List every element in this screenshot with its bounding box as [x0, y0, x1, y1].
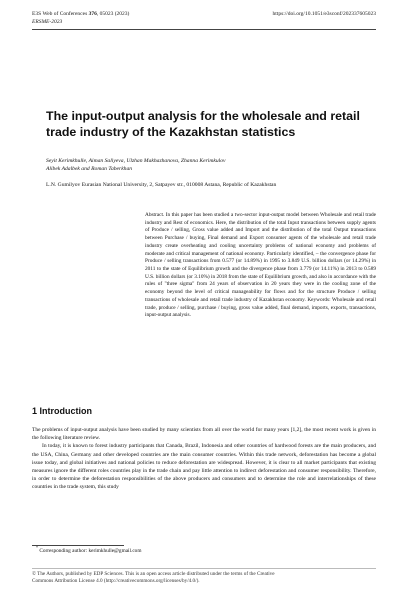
license-line-2: Commons Attribution License 4.0 (http://creativecommons.org/licenses/by/4.0/).: [32, 578, 200, 585]
author-line-1: Seyit Kerimkhulle, Aiman Saliyeva, Ulzhan Makhazhanova, Zhanna Kerimkulov: [46, 158, 226, 164]
footnote: [36, 545, 142, 554]
license-footer: [32, 571, 376, 585]
paragraph-1: The problems of input-output analysis have been studied by many scientists from all over the world for many years [1,2], the most recent work is given in the following literature review.: [32, 427, 376, 442]
footer-divider: [32, 568, 376, 569]
paragraph-2: In today, it is known to forest industry participants that Canada, Brazil, Indonesia and other countries of hardwood forests are the main producers, and the USA, China, Germany and other developed countries are the main consumer countries. Within this trade network, deforestation has become a global issue today, and global initiatives and national policies to reduce deforestation are widespread. However, it is clear to all market participants that existing measures ignore the different roles countries play in the trade chain and pay little attention to indirect deforestation and consumer responsibility. Therefore, in order to determine the deforestation responsibilities of the above producers and consumers and to determine the role and interrelationships of these countries in the trade system, this study: [32, 443, 376, 491]
journal-citation: [32, 11, 129, 18]
asterisk-icon: *: [36, 545, 38, 551]
author-line-2: Alibek Adalbek and Roman Taberkhan: [46, 166, 133, 172]
body-text: [32, 426, 376, 492]
author-list: [46, 157, 376, 173]
conference-name: ERSME-2023: [32, 19, 63, 25]
paper-title: The input-output analysis for the wholesale and retail trade industry of the Kazakhstan statistics: [46, 109, 360, 139]
doi-link[interactable]: https://doi.org/10.1051/e3sconf/202337605023: [272, 11, 376, 17]
journal-volume: 376: [88, 11, 97, 17]
section-heading: 1 Introduction: [32, 406, 92, 416]
footnote-divider: [32, 545, 124, 546]
header-divider: [32, 29, 376, 30]
license-line-1: © The Authors, published by EDP Sciences. This is an open access article distributed under the terms of the Creative: [32, 571, 275, 577]
abstract: Abstract. In this paper has been studied a two-sector input-output model between Wholesale and retail trade industry and Rest of economics. Here, the distribution of the total Input transactions between supply agents of Produce / selling, Gross value added and Import and the distribution of the total Output transactions between Purchase / buying, Final demand and Export consumer agents of the wholesale and retail trade industry create overheating and cooling uncertainty problems of national economy and problems of moderate and critical management of national economy. Particularly identified, – the convergence phase for Produce / selling transactions from 0.577 (or 14.89%) in 1995 to 3.849 U.S. billion dollars (or 14.29%) in 2011 to the state of Equilibrium growth and the divergence phase from 3.779 (or 14.11%) in 2013 to 0.589 U.S. billion dollars (or 3.10%) in 2018 from the state of Equilibrium growth, and also in accordance with the rules of "three sigma" from 24 years of observation in 20 years they were in the cooling zone of the economy beyond the level of critical manageability for flows and for the structure Produce / selling transactions of wholesale and retail trade industry of Kazakhstan economy. Keywords: Wholesale and retail trade, produce / selling, purchase / buying, gross value added, final demand, imports, exports, transactions, input-output analysis.: [145, 212, 376, 319]
journal-name: E3S Web of Conferences: [32, 11, 88, 17]
affiliation: L.N. Gumilyov Eurasian National University, 2, Satpayev str., 010008 Astana, Republic of Kazakhstan: [46, 182, 277, 188]
footnote-text: Corresponding author: kerimkhulle@gmail.com: [39, 548, 142, 554]
article-number: , 05023 (2023): [96, 11, 130, 17]
